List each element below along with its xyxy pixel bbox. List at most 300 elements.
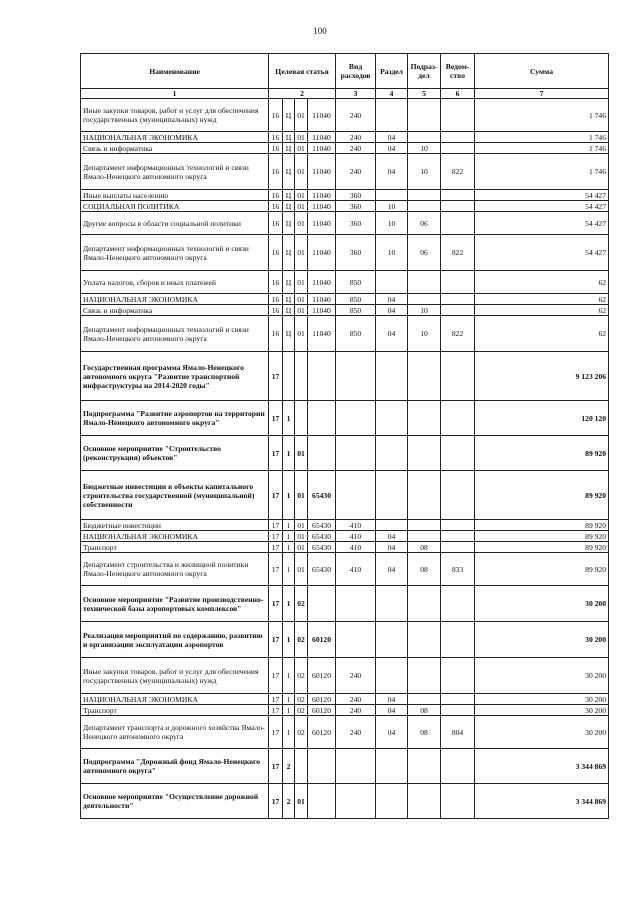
cell-expense-type	[336, 749, 376, 784]
cell-sum: 3 344 869	[475, 784, 609, 819]
cell-name: Связь и информатика	[81, 305, 269, 316]
cell-direction-code	[308, 436, 336, 471]
cell-section: 10	[376, 212, 408, 235]
cell-direction-code: 65430	[308, 471, 336, 520]
cell-direction-code: 11040	[308, 212, 336, 235]
cell-direction-code: 11040	[308, 235, 336, 271]
table-row	[81, 352, 609, 401]
cell-section	[376, 784, 408, 819]
cell-program: 16	[269, 305, 283, 316]
table-row	[81, 705, 609, 716]
cell-measure	[295, 401, 308, 436]
cell-direction-code: 11040	[308, 316, 336, 352]
cell-subprogram: Ц	[283, 143, 295, 154]
cell-section	[376, 520, 408, 531]
cell-program: 17	[269, 749, 283, 784]
cell-sum: 54 427	[475, 201, 609, 212]
cell-subprogram: 1	[283, 694, 295, 705]
cell-measure: 02	[295, 658, 308, 694]
cell-subprogram: 1	[283, 471, 295, 520]
cell-department	[441, 705, 475, 716]
cell-subprogram: Ц	[283, 294, 295, 305]
cell-expense-type: 360	[336, 190, 376, 201]
cell-subprogram: 2	[283, 784, 295, 819]
table-row	[81, 294, 609, 305]
cell-expense-type: 240	[336, 694, 376, 705]
cell-subsection	[408, 586, 441, 622]
header-vid: Вид расходов	[336, 54, 376, 89]
header-vedomstvo: Ведом-ство	[441, 54, 475, 89]
cell-name: Основное мероприятие "Строительство (реконструкция) объектов"	[81, 436, 269, 471]
cell-sum: 30 200	[475, 694, 609, 705]
table-row	[81, 305, 609, 316]
cell-section	[376, 658, 408, 694]
cell-name: СОЦИАЛЬНАЯ ПОЛИТИКА	[81, 201, 269, 212]
cell-name: Иные закупки товаров, работ и услуг для обеспечения государственных (муниципальных) нужд	[81, 99, 269, 132]
cell-subprogram: Ц	[283, 212, 295, 235]
cell-measure: 01	[295, 190, 308, 201]
cell-program: 16	[269, 154, 283, 190]
page-number: 100	[313, 26, 327, 36]
cell-measure: 01	[295, 784, 308, 819]
cell-section: 04	[376, 132, 408, 143]
cell-department	[441, 784, 475, 819]
cell-program: 17	[269, 658, 283, 694]
cell-department	[441, 436, 475, 471]
cell-sum: 30 200	[475, 716, 609, 749]
cell-subprogram: 1	[283, 705, 295, 716]
cell-program: 17	[269, 436, 283, 471]
cell-measure	[295, 352, 308, 401]
cell-sum: 89 920	[475, 553, 609, 586]
header-summa: Сумма	[475, 54, 609, 89]
cell-subprogram: Ц	[283, 190, 295, 201]
cell-department	[441, 99, 475, 132]
cell-subsection: 06	[408, 212, 441, 235]
cell-subprogram: Ц	[283, 99, 295, 132]
cell-expense-type: 240	[336, 705, 376, 716]
cell-department	[441, 542, 475, 553]
cell-subprogram: 1	[283, 586, 295, 622]
cell-sum: 30 200	[475, 586, 609, 622]
table-row	[81, 316, 609, 352]
cell-section: 04	[376, 294, 408, 305]
cell-program: 17	[269, 622, 283, 658]
cell-section: 04	[376, 305, 408, 316]
table-row	[81, 235, 609, 271]
cell-subsection	[408, 271, 441, 294]
cell-department	[441, 520, 475, 531]
table-body	[81, 99, 609, 819]
cell-section	[376, 749, 408, 784]
header-podrazdel: Подраз-дел	[408, 54, 441, 89]
cell-program: 16	[269, 201, 283, 212]
cell-program: 16	[269, 99, 283, 132]
table-row	[81, 271, 609, 294]
cell-department: 822	[441, 154, 475, 190]
cell-department	[441, 294, 475, 305]
cell-sum: 89 920	[475, 471, 609, 520]
cell-department	[441, 201, 475, 212]
cell-expense-type: 410	[336, 553, 376, 586]
cell-section: 04	[376, 316, 408, 352]
table-row	[81, 553, 609, 586]
cell-section: 04	[376, 705, 408, 716]
cell-measure: 01	[295, 143, 308, 154]
cell-expense-type: 240	[336, 154, 376, 190]
table-row	[81, 471, 609, 520]
cell-direction-code: 11040	[308, 201, 336, 212]
cell-sum: 89 920	[475, 520, 609, 531]
column-number: 7	[475, 89, 609, 99]
cell-program: 16	[269, 271, 283, 294]
cell-measure: 01	[295, 542, 308, 553]
cell-subprogram: 1	[283, 520, 295, 531]
header-razdel: Раздел	[376, 54, 408, 89]
table-row	[81, 716, 609, 749]
table-row	[81, 132, 609, 143]
cell-department	[441, 401, 475, 436]
cell-subsection	[408, 749, 441, 784]
table-row	[81, 749, 609, 784]
cell-name: Другие вопросы в области социальной политики	[81, 212, 269, 235]
cell-department	[441, 190, 475, 201]
cell-direction-code	[308, 784, 336, 819]
cell-name: Подпрограмма "Дорожный фонд Ямало-Ненецкого автономного округа"	[81, 749, 269, 784]
cell-expense-type: 360	[336, 201, 376, 212]
cell-measure: 01	[295, 235, 308, 271]
cell-name: Бюджетные инвестиции в объекты капитального строительства государственной (муниципальной) собственности	[81, 471, 269, 520]
table-row	[81, 436, 609, 471]
cell-department	[441, 622, 475, 658]
cell-measure: 02	[295, 716, 308, 749]
cell-department	[441, 749, 475, 784]
cell-direction-code: 60120	[308, 694, 336, 705]
cell-section: 10	[376, 235, 408, 271]
cell-department	[441, 531, 475, 542]
cell-subprogram: Ц	[283, 132, 295, 143]
cell-subsection: 10	[408, 305, 441, 316]
cell-subsection: 08	[408, 716, 441, 749]
cell-department	[441, 471, 475, 520]
cell-section: 04	[376, 553, 408, 586]
cell-subsection	[408, 132, 441, 143]
cell-sum: 30 200	[475, 658, 609, 694]
cell-program: 17	[269, 694, 283, 705]
cell-department	[441, 271, 475, 294]
column-number: 2	[269, 89, 336, 99]
cell-measure	[295, 749, 308, 784]
cell-direction-code	[308, 352, 336, 401]
cell-expense-type	[336, 784, 376, 819]
cell-sum: 62	[475, 316, 609, 352]
column-number: 4	[376, 89, 408, 99]
cell-subsection	[408, 190, 441, 201]
table-row	[81, 143, 609, 154]
cell-name: Департамент информационных технологий и связи Ямало-Ненецкого автономного округа	[81, 316, 269, 352]
cell-measure: 01	[295, 531, 308, 542]
cell-subsection: 06	[408, 235, 441, 271]
cell-subsection	[408, 784, 441, 819]
cell-section: 04	[376, 143, 408, 154]
cell-measure: 01	[295, 201, 308, 212]
cell-name: Уплата налогов, сборов и иных платежей	[81, 271, 269, 294]
cell-expense-type: 410	[336, 542, 376, 553]
cell-sum: 62	[475, 305, 609, 316]
cell-subsection	[408, 531, 441, 542]
cell-expense-type: 850	[336, 316, 376, 352]
cell-section	[376, 352, 408, 401]
cell-measure: 01	[295, 132, 308, 143]
cell-direction-code: 65430	[308, 542, 336, 553]
budget-table	[80, 53, 609, 819]
cell-department: 833	[441, 553, 475, 586]
cell-name: Основное мероприятие "Развитие производственно-технической базы аэропортовых комплексов"	[81, 586, 269, 622]
cell-name: Подпрограмма "Развитие аэропортов на территории Ямало-Ненецкого автономного округа"	[81, 401, 269, 436]
cell-expense-type: 850	[336, 271, 376, 294]
cell-subprogram	[283, 352, 295, 401]
cell-measure: 01	[295, 99, 308, 132]
cell-department	[441, 132, 475, 143]
cell-sum: 54 427	[475, 212, 609, 235]
column-number: 6	[441, 89, 475, 99]
cell-expense-type	[336, 471, 376, 520]
cell-subsection	[408, 401, 441, 436]
cell-name: НАЦИОНАЛЬНАЯ ЭКОНОМИКА	[81, 132, 269, 143]
cell-direction-code	[308, 749, 336, 784]
cell-sum: 1 746	[475, 132, 609, 143]
cell-subsection	[408, 436, 441, 471]
cell-measure: 02	[295, 694, 308, 705]
cell-direction-code: 11040	[308, 271, 336, 294]
table-row	[81, 622, 609, 658]
cell-subprogram: 1	[283, 531, 295, 542]
cell-sum: 3 344 869	[475, 749, 609, 784]
cell-program: 17	[269, 784, 283, 819]
cell-measure: 01	[295, 316, 308, 352]
cell-section: 10	[376, 201, 408, 212]
header-row	[81, 54, 609, 89]
table-row	[81, 212, 609, 235]
cell-subsection	[408, 520, 441, 531]
cell-direction-code: 11040	[308, 143, 336, 154]
cell-subprogram: 1	[283, 542, 295, 553]
cell-section	[376, 271, 408, 294]
cell-program: 17	[269, 705, 283, 716]
cell-section	[376, 436, 408, 471]
cell-subsection	[408, 471, 441, 520]
table-row	[81, 520, 609, 531]
cell-measure: 01	[295, 471, 308, 520]
cell-subsection	[408, 352, 441, 401]
cell-subprogram: 1	[283, 658, 295, 694]
cell-subprogram: 1	[283, 622, 295, 658]
column-number: 1	[81, 89, 269, 99]
cell-program: 17	[269, 553, 283, 586]
header-name: Наименование	[81, 54, 269, 89]
cell-program: 16	[269, 143, 283, 154]
cell-subprogram: Ц	[283, 201, 295, 212]
cell-sum: 54 427	[475, 190, 609, 201]
cell-subprogram: 1	[283, 716, 295, 749]
cell-expense-type: 240	[336, 132, 376, 143]
table-row	[81, 542, 609, 553]
cell-expense-type: 850	[336, 305, 376, 316]
cell-expense-type: 410	[336, 520, 376, 531]
cell-department	[441, 352, 475, 401]
table-row	[81, 154, 609, 190]
header-target: Целевая статья	[269, 54, 336, 89]
cell-program: 16	[269, 212, 283, 235]
cell-expense-type: 360	[336, 235, 376, 271]
cell-department	[441, 212, 475, 235]
cell-program: 17	[269, 471, 283, 520]
cell-program: 16	[269, 190, 283, 201]
cell-sum: 1 746	[475, 143, 609, 154]
cell-program: 17	[269, 520, 283, 531]
cell-subsection	[408, 99, 441, 132]
cell-subsection	[408, 658, 441, 694]
cell-program: 17	[269, 401, 283, 436]
table-row	[81, 531, 609, 542]
cell-subsection	[408, 294, 441, 305]
cell-department	[441, 694, 475, 705]
cell-measure: 01	[295, 520, 308, 531]
cell-department: 804	[441, 716, 475, 749]
cell-direction-code: 60120	[308, 622, 336, 658]
cell-section: 04	[376, 542, 408, 553]
cell-expense-type: 240	[336, 658, 376, 694]
cell-measure: 02	[295, 705, 308, 716]
cell-sum: 62	[475, 294, 609, 305]
cell-program: 16	[269, 294, 283, 305]
cell-program: 16	[269, 132, 283, 143]
cell-name: Транспорт	[81, 705, 269, 716]
column-number-row	[81, 89, 609, 99]
cell-sum: 30 200	[475, 705, 609, 716]
cell-name: НАЦИОНАЛЬНАЯ ЭКОНОМИКА	[81, 294, 269, 305]
cell-subprogram: 1	[283, 436, 295, 471]
cell-subsection	[408, 694, 441, 705]
cell-department	[441, 586, 475, 622]
cell-subprogram: Ц	[283, 305, 295, 316]
table-row	[81, 694, 609, 705]
column-number: 3	[336, 89, 376, 99]
cell-measure: 01	[295, 271, 308, 294]
cell-section	[376, 471, 408, 520]
column-number: 5	[408, 89, 441, 99]
cell-direction-code: 11040	[308, 305, 336, 316]
cell-expense-type	[336, 352, 376, 401]
cell-measure: 01	[295, 212, 308, 235]
cell-section	[376, 622, 408, 658]
table-row	[81, 190, 609, 201]
cell-program: 17	[269, 352, 283, 401]
cell-section: 04	[376, 531, 408, 542]
cell-name: Департамент информационных технологий и связи Ямало-Ненецкого автономного округа	[81, 235, 269, 271]
cell-name: Департамент строительства и жилищной политики Ямало-Ненецкого автономного округа	[81, 553, 269, 586]
cell-subprogram: Ц	[283, 271, 295, 294]
cell-section	[376, 99, 408, 132]
cell-expense-type: 410	[336, 531, 376, 542]
cell-direction-code: 65430	[308, 520, 336, 531]
table-row	[81, 99, 609, 132]
cell-direction-code: 11040	[308, 99, 336, 132]
cell-sum: 89 920	[475, 531, 609, 542]
cell-subsection	[408, 622, 441, 658]
cell-direction-code: 11040	[308, 154, 336, 190]
cell-measure: 01	[295, 154, 308, 190]
cell-direction-code: 11040	[308, 190, 336, 201]
cell-name: Связь и информатика	[81, 143, 269, 154]
cell-expense-type: 240	[336, 143, 376, 154]
cell-expense-type	[336, 586, 376, 622]
cell-subprogram: 1	[283, 553, 295, 586]
cell-department: 822	[441, 316, 475, 352]
table-row	[81, 201, 609, 212]
cell-department	[441, 658, 475, 694]
cell-name: Основное мероприятие "Осуществление дорожной деятельности"	[81, 784, 269, 819]
cell-direction-code: 11040	[308, 132, 336, 143]
cell-expense-type	[336, 436, 376, 471]
cell-subprogram: 1	[283, 401, 295, 436]
cell-department	[441, 305, 475, 316]
cell-subsection: 10	[408, 316, 441, 352]
cell-subprogram: Ц	[283, 235, 295, 271]
cell-department: 822	[441, 235, 475, 271]
cell-sum: 1 746	[475, 154, 609, 190]
cell-direction-code: 60120	[308, 716, 336, 749]
table-row	[81, 401, 609, 436]
cell-name: Реализация мероприятий по содержанию, развитию и организации эксплуатации аэропортов	[81, 622, 269, 658]
cell-direction-code	[308, 586, 336, 622]
cell-section	[376, 586, 408, 622]
cell-department	[441, 143, 475, 154]
cell-expense-type: 240	[336, 99, 376, 132]
cell-subsection: 08	[408, 542, 441, 553]
cell-expense-type: 240	[336, 716, 376, 749]
cell-direction-code: 65430	[308, 553, 336, 586]
cell-section: 04	[376, 694, 408, 705]
cell-direction-code	[308, 401, 336, 436]
table-row	[81, 658, 609, 694]
cell-measure: 01	[295, 436, 308, 471]
cell-measure: 01	[295, 553, 308, 586]
cell-name: Государственная программа Ямало-Ненецкого автономного округа "Развитие транспортной инфраструктуры на 2014-2020 годы"	[81, 352, 269, 401]
cell-name: Департамент информационных технологий и связи Ямало-Ненецкого автономного округа	[81, 154, 269, 190]
cell-subsection	[408, 201, 441, 212]
cell-sum: 62	[475, 271, 609, 294]
table-row	[81, 586, 609, 622]
cell-name: Бюджетные инвестиции	[81, 520, 269, 531]
cell-sum: 89 920	[475, 542, 609, 553]
cell-measure: 02	[295, 622, 308, 658]
cell-sum: 30 200	[475, 622, 609, 658]
cell-expense-type: 360	[336, 212, 376, 235]
cell-subprogram: Ц	[283, 316, 295, 352]
cell-program: 16	[269, 235, 283, 271]
cell-measure: 01	[295, 305, 308, 316]
cell-subsection: 10	[408, 154, 441, 190]
cell-section	[376, 190, 408, 201]
cell-name: Транспорт	[81, 542, 269, 553]
cell-name: Департамент транспорта и дорожного хозяйства Ямало-Ненецкого автономного округа	[81, 716, 269, 749]
cell-section: 04	[376, 154, 408, 190]
cell-sum: 120 120	[475, 401, 609, 436]
cell-program: 17	[269, 542, 283, 553]
cell-name: НАЦИОНАЛЬНАЯ ЭКОНОМИКА	[81, 531, 269, 542]
cell-direction-code: 60120	[308, 705, 336, 716]
